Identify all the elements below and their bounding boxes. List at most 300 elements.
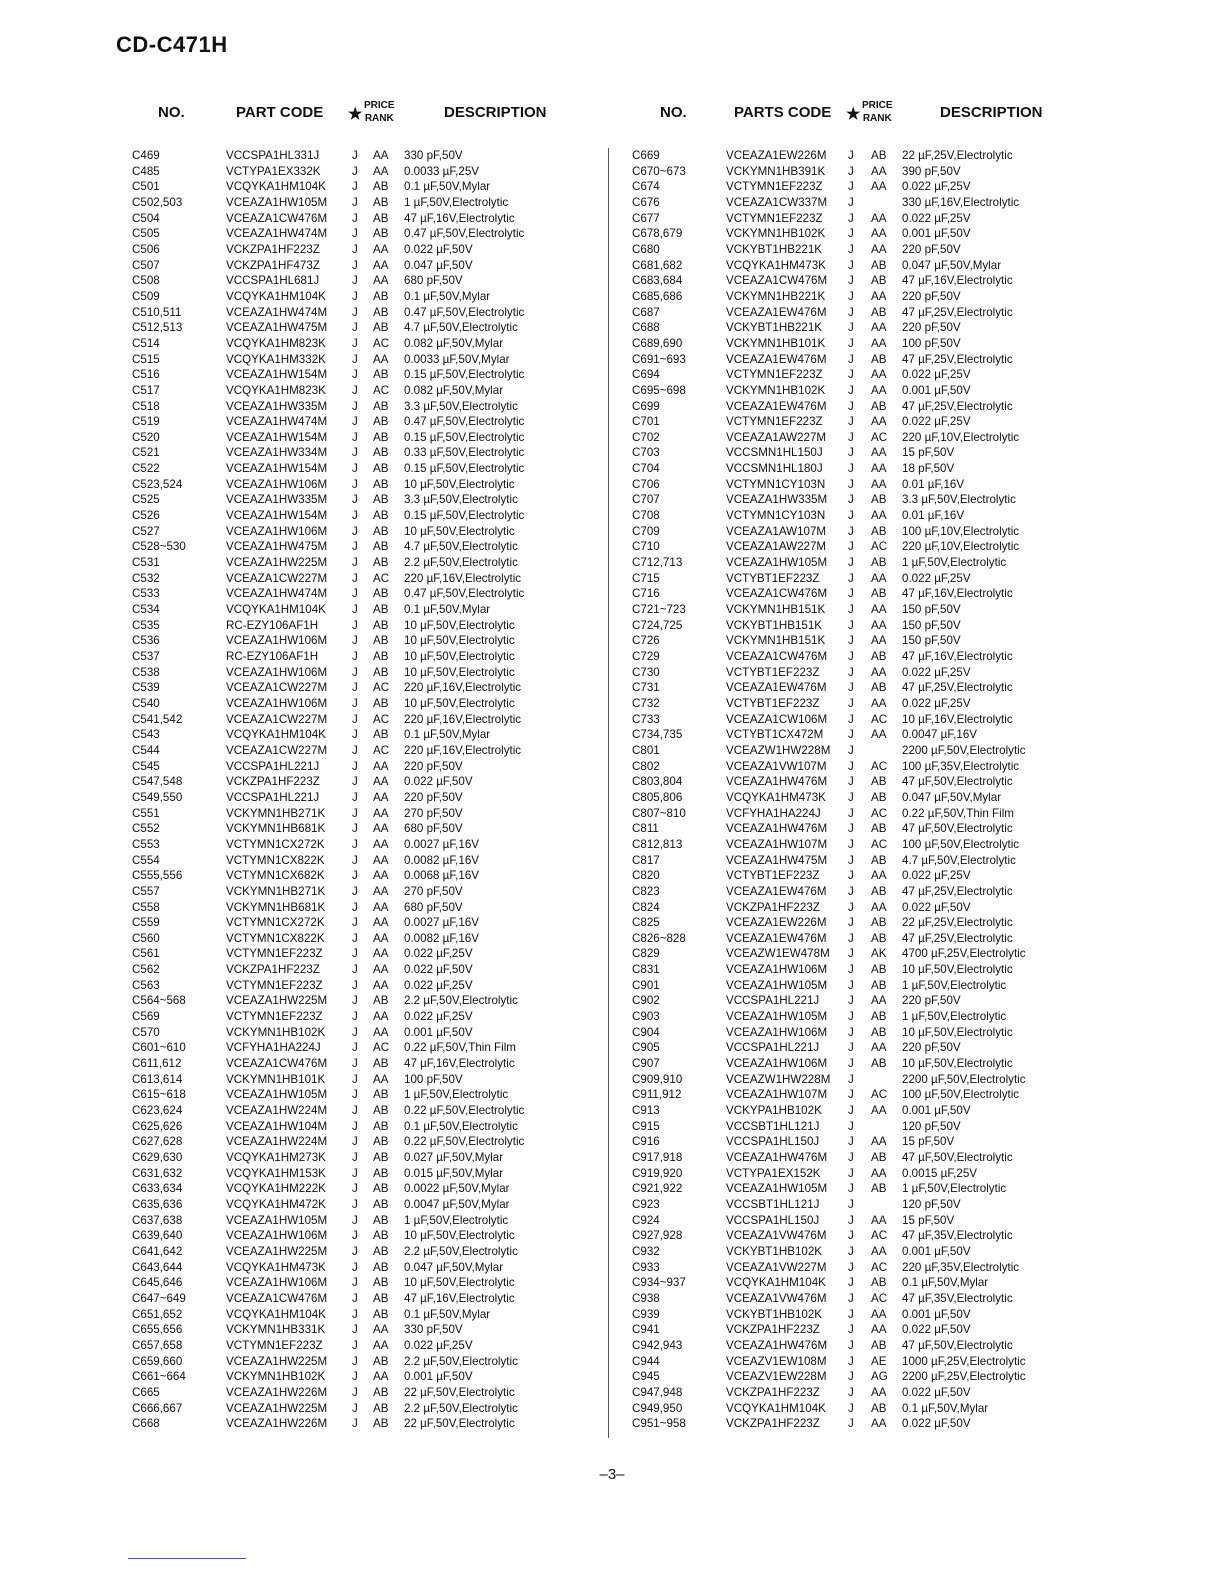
description: 220 pF,50V (902, 321, 961, 335)
mark: J (848, 274, 854, 288)
price-rank: AB (373, 446, 389, 460)
price-rank: AB (373, 211, 389, 225)
description: 220 pF,50V (404, 790, 463, 804)
description: 0.022 µF,25V (404, 1338, 473, 1352)
part-number: C661~664 (132, 1370, 186, 1384)
price-rank: AB (373, 1307, 389, 1321)
table-row (628, 1416, 1098, 1432)
price-rank: AB (871, 352, 887, 366)
part-number: C927,928 (632, 1229, 683, 1243)
table-row (128, 1416, 604, 1432)
part-number: C941 (632, 1323, 660, 1337)
table-row (628, 712, 1098, 728)
part-number: C534 (132, 603, 160, 617)
part-number: C531 (132, 556, 160, 570)
part-code: VCQYKA1HM473K (226, 1260, 326, 1274)
description: 0.001 µF,50V (902, 1104, 971, 1118)
price-rank: AB (373, 195, 389, 209)
part-code: VCKZPA1HF223Z (226, 242, 320, 256)
part-number: C701 (632, 415, 660, 429)
description: 2.2 µF,50V,Electrolytic (404, 556, 518, 570)
price-rank: AB (373, 603, 389, 617)
part-code: VCTYBT1EF223Z (726, 571, 820, 585)
table-row (128, 461, 604, 477)
part-code: VCKYMN1HB391K (726, 164, 826, 178)
description: 47 µF,50V,Electrolytic (902, 822, 1013, 836)
description: 22 µF,25V,Electrolytic (902, 149, 1013, 162)
price-rank: AC (373, 712, 390, 726)
table-row (628, 931, 1098, 947)
part-code: VCEAZV1EW108M (726, 1354, 827, 1368)
part-number: C823 (632, 884, 660, 898)
mark: J (352, 1385, 358, 1399)
part-number: C909,910 (632, 1072, 683, 1086)
description: 2.2 µF,50V,Electrolytic (404, 1244, 518, 1258)
part-number: C551 (132, 806, 160, 820)
part-number: C709 (632, 524, 660, 538)
part-code: VCEAZA1HW224M (226, 1104, 328, 1118)
description: 0.082 µF,50V,Mylar (404, 336, 504, 350)
mark: J (352, 149, 358, 162)
part-code: VCCSMN1HL150J (726, 446, 823, 460)
description: 0.1 µF,50V,Mylar (404, 180, 491, 194)
description: 220 µF,10V,Electrolytic (902, 540, 1020, 554)
description: 0.22 µF,50V,Thin Film (404, 1041, 516, 1055)
table-row (128, 1385, 604, 1401)
part-number: C666,667 (132, 1401, 183, 1415)
part-number: C554 (132, 853, 160, 867)
mark: J (848, 227, 854, 241)
part-code: VCKYMN1HB102K (726, 227, 826, 241)
part-number: C669 (632, 149, 660, 162)
part-code: VCTYMN1EF223Z (726, 180, 823, 194)
part-number: C917,918 (632, 1151, 683, 1164)
part-code: VCEAZA1CW476M (726, 650, 828, 663)
table-row (128, 289, 604, 305)
right-table-header (628, 96, 1098, 140)
table-row (128, 1009, 604, 1025)
part-code: VCFYHA1HA224J (726, 806, 821, 820)
part-code: VCKYMN1HB102K (226, 1370, 326, 1384)
description: 47 µF,16V,Electrolytic (404, 211, 515, 225)
price-rank: AA (871, 462, 887, 476)
description: 680 pF,50V (404, 822, 463, 836)
price-rank: AA (373, 947, 389, 961)
part-code: VCEAZA1HW106M (726, 963, 828, 977)
table-row (128, 445, 604, 461)
price-rank: AC (871, 759, 888, 773)
table-row (128, 618, 604, 634)
table-row (128, 1244, 604, 1260)
part-number: C502,503 (132, 195, 183, 209)
mark: J (352, 368, 358, 382)
mark: J (352, 696, 358, 710)
description: 0.15 µF,50V,Electrolytic (404, 462, 525, 476)
table-row (628, 993, 1098, 1009)
part-number: C631,632 (132, 1166, 183, 1180)
description: 0.001 µF,50V (902, 1307, 971, 1321)
mark: J (848, 556, 854, 570)
price-rank: AB (871, 587, 887, 601)
description: 100 µF,50V,Electrolytic (902, 837, 1020, 851)
part-code: VCTYMN1CX822K (226, 853, 325, 867)
price-rank: AB (871, 790, 887, 804)
table-row (628, 508, 1098, 524)
part-code: VCQYKA1HM104K (226, 728, 326, 742)
part-number: C526 (132, 509, 160, 523)
description: 47 µF,50V,Electrolytic (902, 1338, 1013, 1352)
price-rank: AB (871, 1182, 887, 1196)
mark: J (848, 383, 854, 397)
table-row (128, 1338, 604, 1354)
part-code: VCEAZA1EW476M (726, 305, 827, 319)
price-rank: AA (373, 164, 389, 178)
table-row (128, 1369, 604, 1385)
price-rank: AA (373, 1072, 389, 1086)
mark: J (352, 509, 358, 523)
description: 3.3 µF,50V,Electrolytic (902, 493, 1016, 507)
part-number: C539 (132, 681, 160, 695)
description: 0.0068 µF,16V (404, 869, 480, 883)
table-row (628, 759, 1098, 775)
price-rank: AC (871, 712, 888, 726)
table-row (628, 1166, 1098, 1182)
part-code: VCEAZA1HW106M (226, 1229, 328, 1243)
description: 0.022 µF,50V (902, 1323, 971, 1337)
price-rank: AB (373, 1276, 389, 1290)
part-code: RC-EZY106AF1H (226, 650, 319, 663)
price-rank: AB (373, 994, 389, 1008)
description: 0.022 µF,50V (404, 775, 473, 789)
part-code: VCCSBT1HL121J (726, 1119, 820, 1133)
table-row (628, 1244, 1098, 1260)
part-number: C516 (132, 368, 160, 382)
mark: J (848, 540, 854, 554)
mark: J (848, 1260, 854, 1274)
table-row (628, 273, 1098, 289)
table-row (128, 774, 604, 790)
mark: J (352, 963, 358, 977)
description: 10 µF,50V,Electrolytic (404, 634, 515, 648)
description: 220 µF,16V,Electrolytic (404, 743, 522, 757)
part-code: VCKYBT1HB151K (726, 618, 823, 632)
table-row (128, 211, 604, 227)
description: 10 µF,50V,Electrolytic (404, 618, 515, 632)
mark: J (352, 743, 358, 757)
part-code: VCQYKA1HM332K (226, 352, 326, 366)
price-rank: AA (871, 289, 887, 303)
description: 47 µF,25V,Electrolytic (902, 305, 1013, 319)
mark: J (848, 321, 854, 335)
price-rank: AA (871, 1166, 887, 1180)
mark: J (848, 462, 854, 476)
table-row (128, 1354, 604, 1370)
description: 220 pF,50V (902, 994, 961, 1008)
part-number: C527 (132, 524, 160, 538)
description: 220 µF,16V,Electrolytic (404, 712, 522, 726)
part-code: VCKZPA1HF223Z (726, 900, 820, 914)
part-code: VCKYBT1HB102K (726, 1244, 823, 1258)
description: 330 pF,50V (404, 149, 463, 162)
description: 100 µF,50V,Electrolytic (902, 1088, 1020, 1102)
table-row (628, 1401, 1098, 1417)
part-code: VCKYMN1HB681K (226, 822, 326, 836)
part-number: C670~673 (632, 164, 686, 178)
part-code: VCTYPA1EX152K (726, 1166, 821, 1180)
price-rank: AB (871, 1338, 887, 1352)
mark: J (848, 509, 854, 523)
part-number: C540 (132, 696, 160, 710)
mark: J (352, 352, 358, 366)
description: 0.47 µF,50V,Electrolytic (404, 305, 525, 319)
part-number: C517 (132, 383, 160, 397)
mark: J (848, 634, 854, 648)
mark: J (848, 1354, 854, 1368)
description: 0.0027 µF,16V (404, 916, 480, 930)
price-rank: AC (871, 430, 888, 444)
mark: J (848, 352, 854, 366)
price-rank: AA (871, 227, 887, 241)
price-rank: AB (871, 524, 887, 538)
part-number: C934~937 (632, 1276, 686, 1290)
price-rank: AB (373, 430, 389, 444)
table-row (628, 946, 1098, 962)
part-code: VCEAZA1AW227M (726, 540, 827, 554)
mark: J (352, 1354, 358, 1368)
mark: J (352, 305, 358, 319)
mark: J (848, 1338, 854, 1352)
description: 47 µF,25V,Electrolytic (902, 681, 1013, 695)
table-row (128, 399, 604, 415)
mark: J (848, 900, 854, 914)
mark: J (848, 931, 854, 945)
table-row (628, 1260, 1098, 1276)
part-code: VCTYMN1EF223Z (726, 368, 823, 382)
table-row (128, 1228, 604, 1244)
mark: J (352, 415, 358, 429)
table-row (128, 555, 604, 571)
part-number: C951~958 (632, 1417, 686, 1431)
price-rank: AB (373, 1354, 389, 1368)
part-code: VCTYMN1CY103N (726, 477, 826, 491)
part-code: VCEAZA1EW226M (726, 916, 827, 930)
description: 220 µF,10V,Electrolytic (902, 430, 1020, 444)
description: 0.0047 µF,16V (902, 728, 978, 742)
table-row (128, 1307, 604, 1323)
description: 0.001 µF,50V (902, 227, 971, 241)
description: 100 µF,10V,Electrolytic (902, 524, 1020, 538)
part-code: VCEAZA1EW476M (726, 931, 827, 945)
part-code: VCKYMN1HB221K (726, 289, 826, 303)
table-row (628, 743, 1098, 759)
table-row (128, 837, 604, 853)
part-number: C533 (132, 587, 160, 601)
table-row (128, 1181, 604, 1197)
mark: J (848, 1291, 854, 1305)
mark: J (848, 477, 854, 491)
part-number: C932 (632, 1244, 660, 1258)
part-code: VCTYMN1EF223Z (726, 415, 823, 429)
part-code: VCEAZA1HW106M (226, 477, 328, 491)
table-row (128, 1056, 604, 1072)
description: 1000 µF,25V,Electrolytic (902, 1354, 1026, 1368)
part-code: VCCSPA1HL221J (226, 759, 320, 773)
mark: J (848, 1135, 854, 1149)
description: 120 pF,50V (902, 1119, 961, 1133)
description: 15 pF,50V (902, 1213, 955, 1227)
price-rank: AB (373, 462, 389, 476)
description: 10 µF,50V,Electrolytic (404, 696, 515, 710)
header-description: DESCRIPTION (444, 104, 547, 121)
price-rank: AA (373, 806, 389, 820)
description: 47 µF,50V,Electrolytic (902, 775, 1013, 789)
table-row (628, 853, 1098, 869)
price-rank: AB (373, 1166, 389, 1180)
price-rank: AB (871, 916, 887, 930)
description: 270 pF,50V (404, 884, 463, 898)
part-number: C560 (132, 931, 160, 945)
price-rank: AC (871, 806, 888, 820)
mark: J (352, 446, 358, 460)
part-code: VCEAZA1VW227M (726, 1260, 827, 1274)
description: 0.0015 µF,25V (902, 1166, 978, 1180)
mark: J (848, 493, 854, 507)
part-code: VCTYMN1EF223Z (226, 947, 323, 961)
price-rank: AB (373, 524, 389, 538)
part-code: VCTYMN1EF223Z (226, 978, 323, 992)
part-number: C695~698 (632, 383, 686, 397)
part-number: C916 (632, 1135, 660, 1149)
table-row (128, 273, 604, 289)
mark: J (352, 1041, 358, 1055)
part-code: VCEAZA1HW475M (226, 321, 328, 335)
description: 0.47 µF,50V,Electrolytic (404, 227, 525, 241)
part-number: C685,686 (632, 289, 683, 303)
mark: J (352, 1323, 358, 1337)
table-row (128, 1260, 604, 1276)
part-code: VCEAZA1HW226M (226, 1417, 328, 1431)
header-rank: RANK (862, 113, 892, 124)
mark: J (848, 963, 854, 977)
description: 0.082 µF,50V,Mylar (404, 383, 504, 397)
mark: J (352, 524, 358, 538)
part-number: C651,652 (132, 1307, 183, 1321)
part-number: C562 (132, 963, 160, 977)
mark: J (352, 289, 358, 303)
part-number: C949,950 (632, 1401, 683, 1415)
price-rank: AA (871, 1307, 887, 1321)
table-row (128, 352, 604, 368)
description: 10 µF,50V,Electrolytic (404, 1276, 515, 1290)
part-number: C687 (632, 305, 660, 319)
description: 18 pF,50V (902, 462, 955, 476)
part-code: VCKYMN1HB271K (226, 884, 326, 898)
price-rank: AA (373, 822, 389, 836)
table-row (628, 336, 1098, 352)
table-row (628, 524, 1098, 540)
part-number: C817 (632, 853, 660, 867)
mark: J (848, 775, 854, 789)
mark: J (848, 1307, 854, 1321)
description: 10 µF,16V,Electrolytic (902, 712, 1013, 726)
price-rank: AA (871, 446, 887, 460)
description: 0.0047 µF,50V,Mylar (404, 1197, 510, 1211)
table-row (628, 164, 1098, 180)
mark: J (352, 164, 358, 178)
part-code: VCEAZA1HW106M (726, 1025, 828, 1039)
description: 10 µF,50V,Electrolytic (404, 524, 515, 538)
price-rank: AG (871, 1370, 888, 1384)
table-row (128, 1072, 604, 1088)
description: 2200 µF,50V,Electrolytic (902, 743, 1026, 757)
price-rank: AA (871, 665, 887, 679)
table-row (628, 900, 1098, 916)
table-row (128, 586, 604, 602)
mark: J (352, 822, 358, 836)
table-row (628, 305, 1098, 321)
description: 47 µF,16V,Electrolytic (902, 274, 1013, 288)
part-code: VCQYKA1HM153K (226, 1166, 326, 1180)
price-rank: AB (871, 305, 887, 319)
price-rank: AB (373, 1244, 389, 1258)
part-number: C694 (632, 368, 660, 382)
part-number: C525 (132, 493, 160, 507)
part-code: VCEAZA1EW476M (726, 399, 827, 413)
table-row (628, 649, 1098, 665)
price-rank: AB (871, 493, 887, 507)
mark: J (352, 180, 358, 194)
mark: J (848, 884, 854, 898)
part-number: C825 (632, 916, 660, 930)
description: 47 µF,35V,Electrolytic (902, 1291, 1013, 1305)
price-rank: AB (373, 227, 389, 241)
part-code: VCEAZA1HW225M (226, 994, 328, 1008)
mark: J (848, 837, 854, 851)
description: 0.0033 µF,25V (404, 164, 480, 178)
description: 0.15 µF,50V,Electrolytic (404, 430, 525, 444)
price-rank: AA (871, 477, 887, 491)
part-number: C945 (632, 1370, 660, 1384)
page-number: –3– (599, 1466, 625, 1483)
price-rank: AA (871, 336, 887, 350)
description: 220 pF,50V (902, 1041, 961, 1055)
price-rank: AB (373, 1229, 389, 1243)
part-number: C805,806 (632, 790, 683, 804)
part-code: VCEAZA1CW227M (226, 743, 328, 757)
table-row (628, 1150, 1098, 1166)
price-rank: AB (373, 1135, 389, 1149)
table-row (628, 821, 1098, 837)
mark: J (848, 1025, 854, 1039)
price-rank: AB (373, 1213, 389, 1227)
mark: J (352, 587, 358, 601)
part-code: VCTYBT1EF223Z (726, 665, 820, 679)
part-code: VCEAZA1CW476M (726, 274, 828, 288)
mark: J (352, 321, 358, 335)
price-rank: AB (373, 1197, 389, 1211)
price-rank: AB (373, 305, 389, 319)
mark: J (848, 696, 854, 710)
part-code: VCTYPA1EX332K (226, 164, 321, 178)
part-code: VCTYMN1EF223Z (226, 1338, 323, 1352)
part-code: VCCSPA1HL221J (226, 790, 320, 804)
mark: J (352, 1276, 358, 1290)
part-code: VCEAZA1CW476M (226, 211, 328, 225)
mark: J (352, 869, 358, 883)
mark: J (848, 258, 854, 272)
price-rank: AA (373, 1338, 389, 1352)
mark: J (848, 1417, 854, 1431)
